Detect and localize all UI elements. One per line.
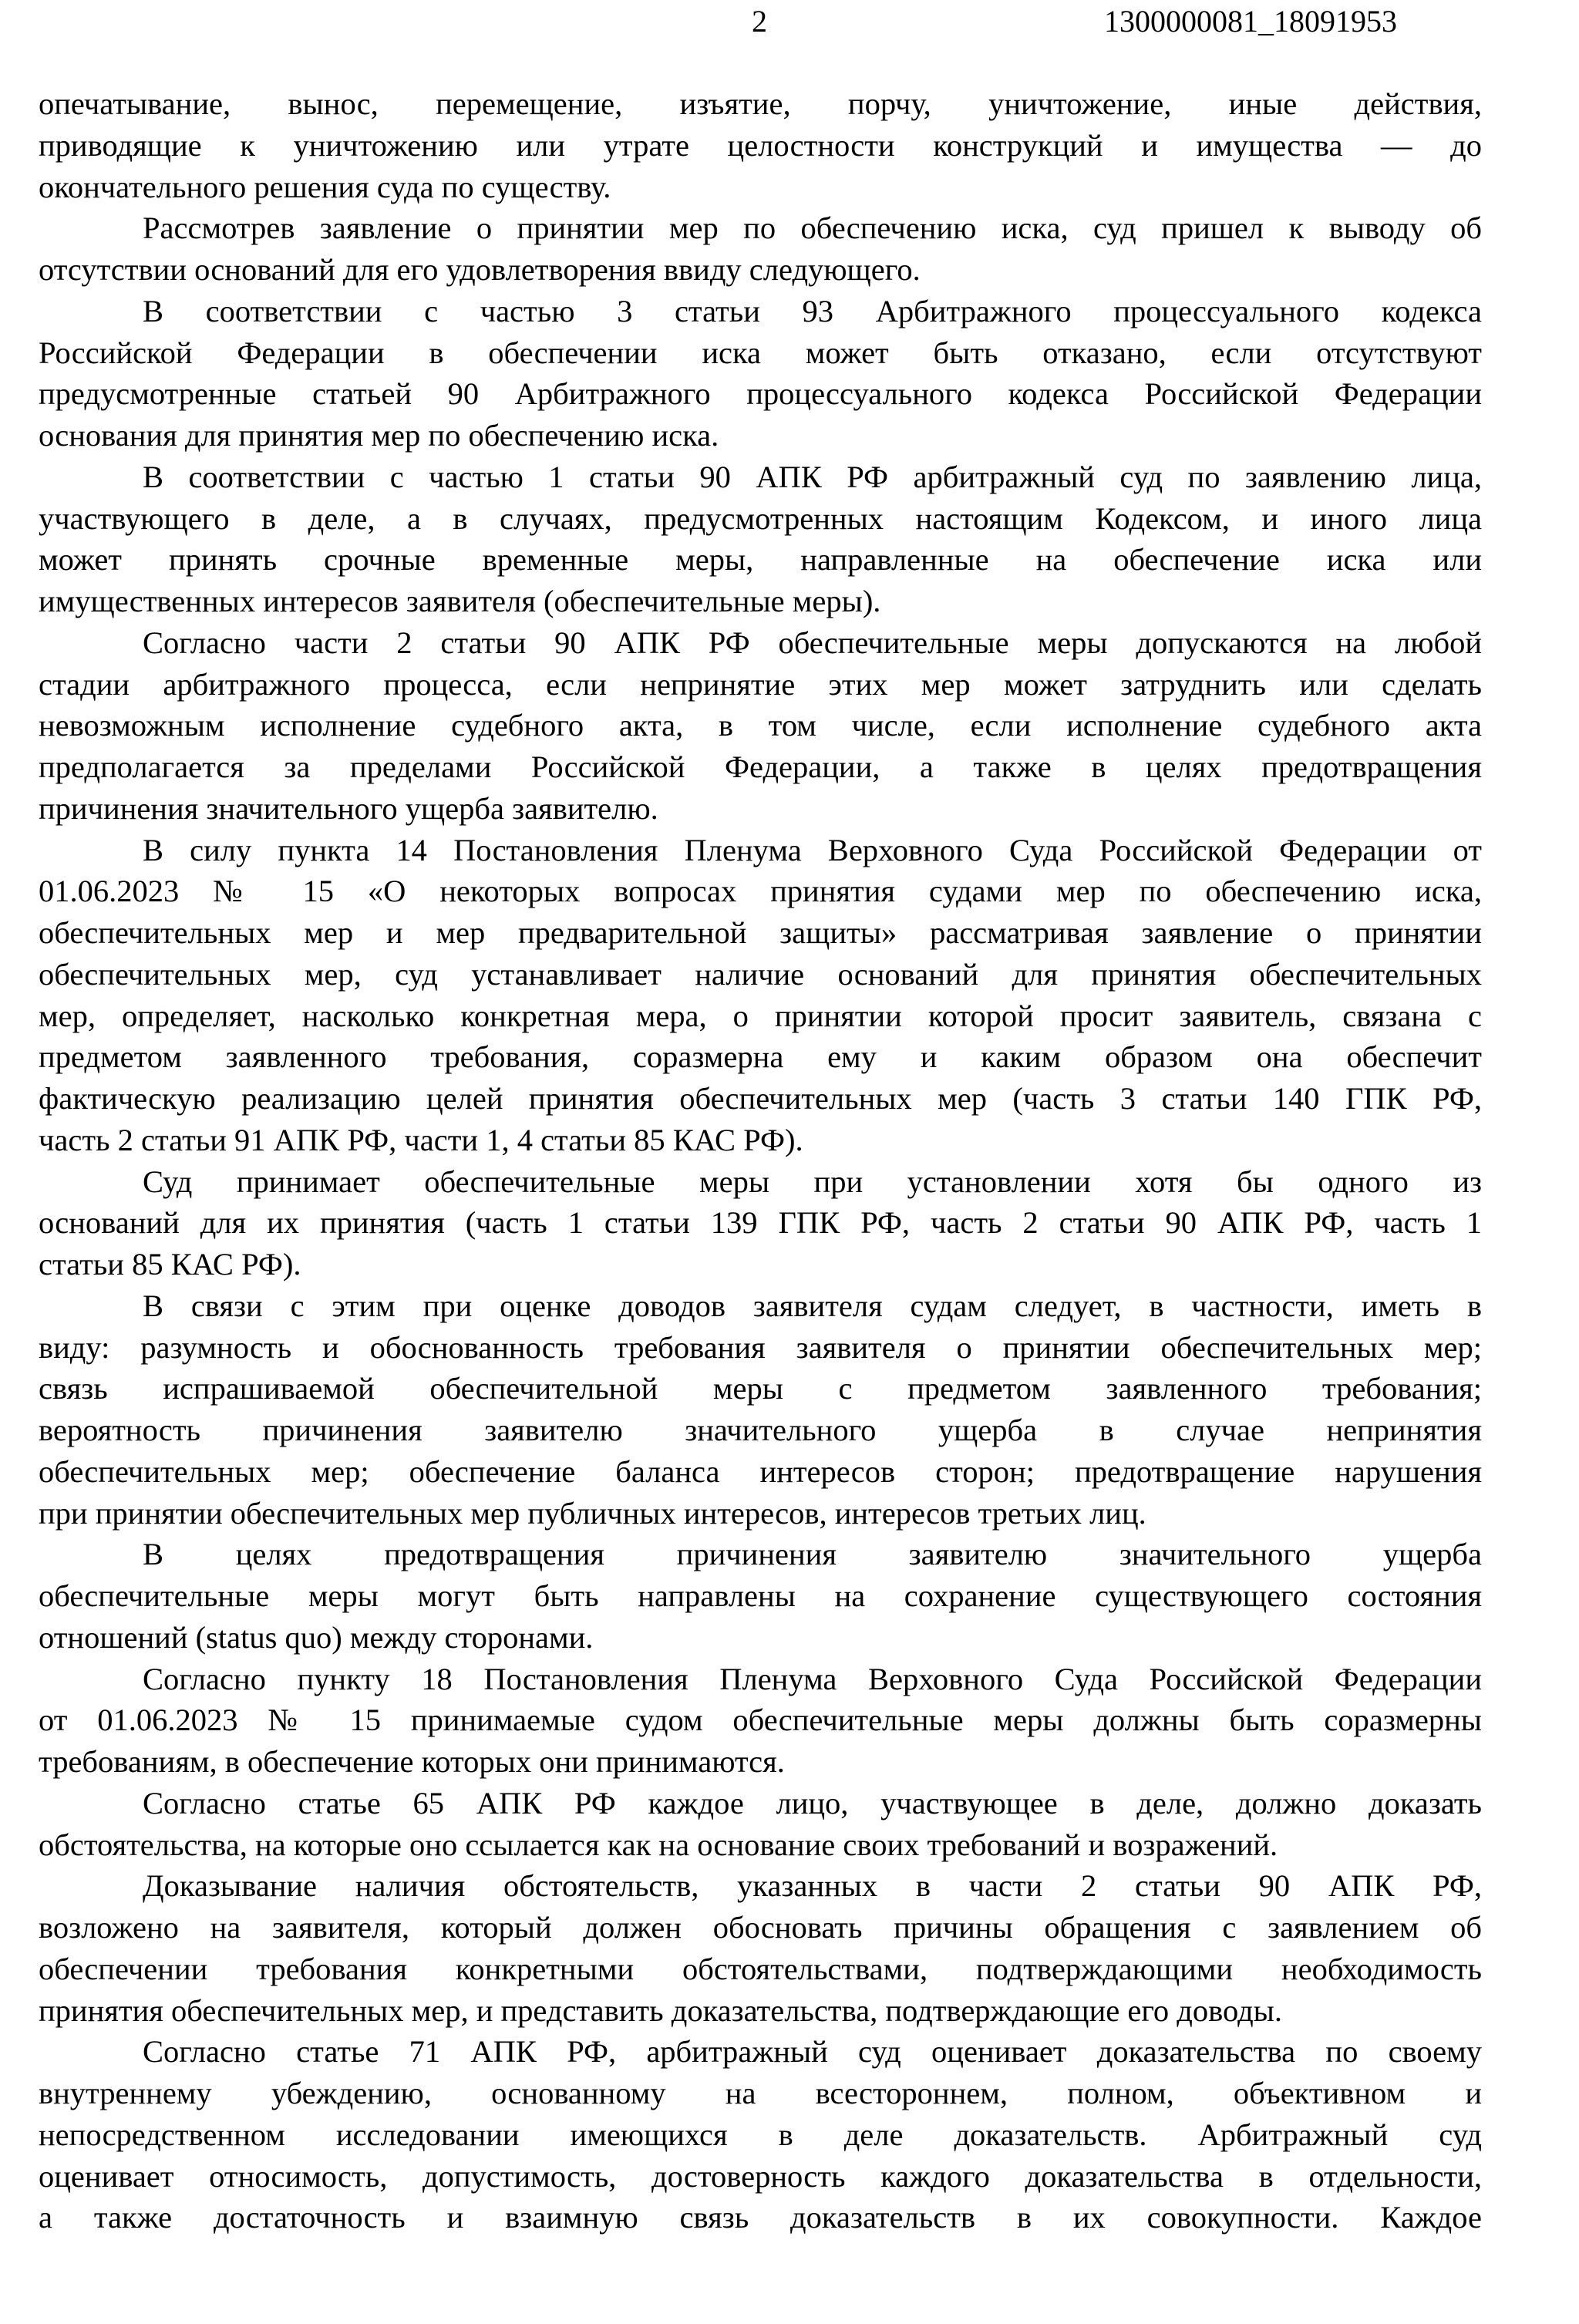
text-line: обеспечительные меры могут быть направлены на сохранение существующего состояния [39,1578,1482,1613]
paragraph [39,1783,1482,1866]
text-line: основания для принятия мер по обеспечению иска. [39,418,719,453]
text-line: окончательного решения суда по существу. [39,169,611,204]
document-id: 1300000081_18091953 [1104,4,1397,39]
text-line: может принять срочные временные меры, направленные на обеспечение иска или [39,542,1482,578]
text-line: Суд принимает обеспечительные меры при установлении хотя бы одного из [143,1164,1482,1199]
text-line: причинения значительного ущерба заявителю. [39,790,658,826]
text-line: приводящие к уничтожению или утрате целостности конструкций и имущества — до [39,127,1482,163]
text-line: связь испрашиваемой обеспечительной меры с предметом заявленного требования; [39,1371,1482,1406]
text-line: предусмотренные статьей 90 Арбитражного процессуального кодекса Российской Федерации [39,376,1482,412]
text-line: а также достаточность и взаимную связь доказательств в их совокупности. Каждое [39,2200,1482,2235]
text-line: В силу пункта 14 Постановления Пленума Верховного Суда Российской Федерации от [143,832,1482,867]
text-line: статьи 85 КАС РФ). [39,1247,301,1282]
text-line: требованиям, в обеспечение которых они принимаются. [39,1744,785,1779]
text-line: Российской Федерации в обеспечении иска может быть отказано, если отсутствуют [39,335,1482,370]
paragraph [39,1285,1482,1534]
text-line: от 01.06.2023 № 15 принимаемые судом обеспечительные меры должны быть соразмерны [39,1703,1482,1738]
text-line: отсутствии оснований для его удовлетворения ввиду следующего. [39,252,921,287]
text-line: Согласно пункту 18 Постановления Пленума Верховного Суда Российской Федерации [143,1661,1482,1696]
text-line: виду: разумность и обоснованность требования заявителя о принятии обеспечительных мер; [39,1329,1482,1365]
text-line: Согласно части 2 статьи 90 АПК РФ обеспечительные меры допускаются на любой [143,625,1482,660]
text-line: предполагается за пределами Российской Федерации, а также в целях предотвращения [39,749,1482,784]
text-line: В соответствии с частью 3 статьи 93 Арбитражного процессуального кодекса [143,293,1482,328]
paragraph [39,1865,1482,2031]
text-line: часть 2 статьи 91 АПК РФ, части 1, 4 статьи 85 КАС РФ). [39,1122,803,1157]
text-line: мер, определяет, насколько конкретная мера, о принятии которой просит заявитель, связана с [39,998,1482,1033]
text-line: внутреннему убеждению, основанному на всестороннем, полном, объективном и [39,2076,1482,2110]
text-line: Доказывание наличия обстоятельств, указанных в части 2 статьи 90 АПК РФ, [143,1868,1482,1904]
text-line: участвующего в деле, а в случаях, предусмотренных настоящим Кодексом, и иного лица [39,500,1482,536]
text-line: обеспечительных мер и мер предварительной защиты» рассматривая заявление о принятии [39,915,1482,950]
paragraph [39,291,1482,456]
text-line: Согласно статье 71 АПК РФ, арбитражный суд оценивает доказательства по своему [143,2034,1482,2070]
text-line: 01.06.2023 № 15 «О некоторых вопросах принятия судами мер по обеспечению иска, [39,874,1482,909]
text-line: предметом заявленного требования, соразмерна ему и каким образом она обеспечит [39,1039,1482,1075]
text-line: обеспечении требования конкретными обстоятельствами, подтверждающими необходимость [39,1951,1482,1986]
text-line: стадии арбитражного процесса, если непринятие этих мер может затруднить или сделать [39,666,1482,702]
text-line: обстоятельства, на которые оно ссылается как на основание своих требований и возражений. [39,1827,1278,1862]
text-line: оснований для их принятия (часть 1 статьи 139 ГПК РФ, часть 2 статьи 90 АПК РФ, часть 1 [39,1205,1482,1241]
text-line: В целях предотвращения причинения заявителю значительного ущерба [143,1537,1482,1572]
text-line: обеспечительных мер, суд устанавливает наличие оснований для принятия обеспечительных [39,956,1482,992]
text-line: В связи с этим при оценке доводов заявителя судам следует, в частности, иметь в [143,1288,1482,1323]
paragraph [39,207,1482,291]
text-line: имущественных интересов заявителя (обеспечительные меры). [39,584,881,618]
text-line: принятия обеспечительных мер, и представить доказательства, подтверждающие его доводы. [39,1992,1283,2028]
text-line: фактическую реализацию целей принятия обеспечительных мер (часть 3 статьи 140 ГПК РФ, [39,1081,1482,1116]
text-line: возложено на заявителя, который должен обосновать причины обращения с заявлением об [39,1910,1482,1945]
text-line: обеспечительных мер; обеспечение баланса интересов сторон; предотвращение нарушения [39,1453,1482,1489]
text-line: Рассмотрев заявление о принятии мер по обеспечению иска, суд пришел к выводу об [143,211,1482,246]
text-line: В соответствии с частью 1 статьи 90 АПК РФ арбитражный суд по заявлению лица, [143,459,1482,494]
text-line: отношений (status quo) между сторонами. [39,1619,594,1655]
text-line: непосредственном исследовании имеющихся в деле доказательств. Арбитражный суд [39,2117,1482,2152]
paragraph [39,830,1482,1161]
text-line: Согласно статье 65 АПК РФ каждое лицо, участвующее в деле, должно доказать [143,1785,1482,1820]
paragraph [39,456,1482,622]
paragraph [39,1659,1482,1783]
text-line: невозможным исполнение судебного акта, в том числе, если исполнение судебного акта [39,708,1482,743]
text-line: вероятность причинения заявителю значительного ущерба в случае непринятия [39,1413,1482,1447]
paragraph [39,83,1482,207]
text-line: опечатывание, вынос, перемещение, изъятие, порчу, уничтожение, иные действия, [39,86,1482,121]
paragraph [39,1534,1482,1658]
page-number: 2 [752,4,767,39]
text-line: при принятии обеспечительных мер публичных интересов, интересов третьих лиц. [39,1495,1146,1531]
paragraph [39,2031,1482,2238]
document-body [39,83,1482,2238]
text-line: оценивает относимость, допустимость, достоверность каждого доказательства в отдельности, [39,2158,1482,2194]
paragraph [39,622,1482,830]
paragraph [39,1161,1482,1285]
